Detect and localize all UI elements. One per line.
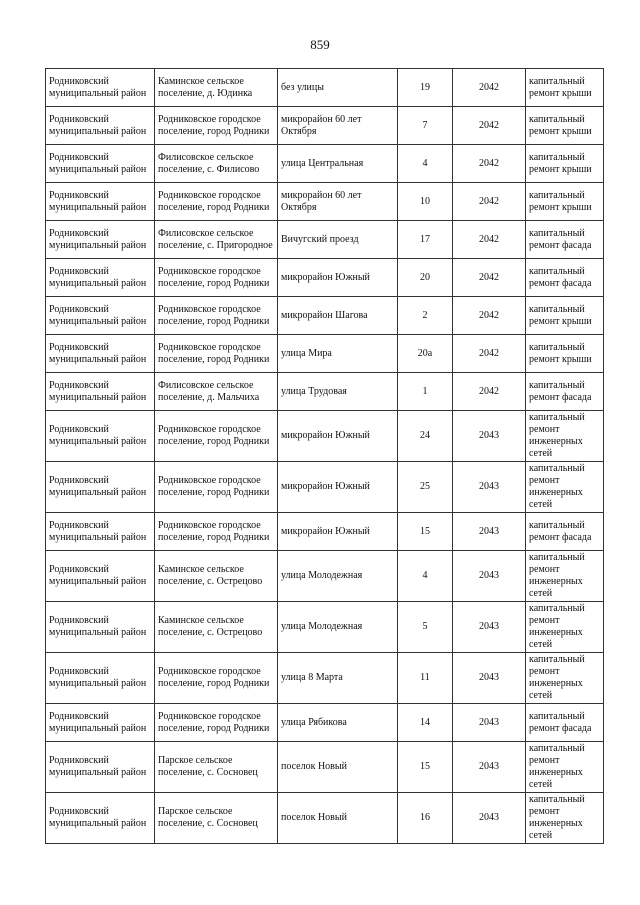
house-number-cell: 15: [398, 513, 453, 551]
table-row: [46, 107, 604, 145]
year-cell: 2042: [453, 373, 526, 411]
work-type-cell: капитальный ремонт крыши: [526, 145, 604, 183]
year-cell: 2042: [453, 183, 526, 221]
work-type-cell: капитальный ремонт инженерных сетей: [526, 793, 604, 844]
table-row: [46, 602, 604, 653]
work-type-cell: капитальный ремонт инженерных сетей: [526, 551, 604, 602]
street-cell: улица Трудовая: [278, 373, 398, 411]
street-cell: поселок Новый: [278, 793, 398, 844]
year-cell: 2042: [453, 69, 526, 107]
settlement-cell: Родниковское городское поселение, город Родники: [155, 462, 278, 513]
street-cell: улица 8 Марта: [278, 653, 398, 704]
district-cell: Родниковский муниципальный район: [46, 793, 155, 844]
house-number-cell: 24: [398, 411, 453, 462]
work-type-cell: капитальный ремонт инженерных сетей: [526, 653, 604, 704]
year-cell: 2043: [453, 653, 526, 704]
district-cell: Родниковский муниципальный район: [46, 335, 155, 373]
house-number-cell: 20а: [398, 335, 453, 373]
work-type-cell: капитальный ремонт фасада: [526, 704, 604, 742]
district-cell: Родниковский муниципальный район: [46, 742, 155, 793]
district-cell: Родниковский муниципальный район: [46, 602, 155, 653]
street-cell: микрорайон 60 лет Октября: [278, 183, 398, 221]
table-row: [46, 259, 604, 297]
year-cell: 2043: [453, 704, 526, 742]
district-cell: Родниковский муниципальный район: [46, 653, 155, 704]
street-cell: микрорайон Южный: [278, 259, 398, 297]
settlement-cell: Каминское сельское поселение, д. Юдинка: [155, 69, 278, 107]
table-row: [46, 513, 604, 551]
work-type-cell: капитальный ремонт инженерных сетей: [526, 462, 604, 513]
year-cell: 2043: [453, 462, 526, 513]
street-cell: улица Молодежная: [278, 551, 398, 602]
house-number-cell: 19: [398, 69, 453, 107]
year-cell: 2043: [453, 602, 526, 653]
house-number-cell: 25: [398, 462, 453, 513]
settlement-cell: Парское сельское поселение, с. Сосновец: [155, 742, 278, 793]
table-row: [46, 69, 604, 107]
settlement-cell: Парское сельское поселение, с. Сосновец: [155, 793, 278, 844]
street-cell: микрорайон 60 лет Октября: [278, 107, 398, 145]
street-cell: улица Центральная: [278, 145, 398, 183]
district-cell: Родниковский муниципальный район: [46, 411, 155, 462]
table-row: [46, 462, 604, 513]
table-row: [46, 221, 604, 259]
district-cell: Родниковский муниципальный район: [46, 183, 155, 221]
table-row: [46, 373, 604, 411]
street-cell: микрорайон Южный: [278, 411, 398, 462]
table-row: [46, 335, 604, 373]
settlement-cell: Каминское сельское поселение, с. Острецово: [155, 602, 278, 653]
settlement-cell: Родниковское городское поселение, город Родники: [155, 183, 278, 221]
year-cell: 2043: [453, 513, 526, 551]
street-cell: микрорайон Шагова: [278, 297, 398, 335]
street-cell: микрорайон Южный: [278, 513, 398, 551]
house-number-cell: 15: [398, 742, 453, 793]
settlement-cell: Филисовское сельское поселение, д. Мальчиха: [155, 373, 278, 411]
table-row: [46, 183, 604, 221]
work-type-cell: капитальный ремонт инженерных сетей: [526, 411, 604, 462]
district-cell: Родниковский муниципальный район: [46, 221, 155, 259]
year-cell: 2042: [453, 259, 526, 297]
work-type-cell: капитальный ремонт крыши: [526, 107, 604, 145]
settlement-cell: Родниковское городское поселение, город Родники: [155, 653, 278, 704]
street-cell: улица Мира: [278, 335, 398, 373]
year-cell: 2042: [453, 221, 526, 259]
district-cell: Родниковский муниципальный район: [46, 373, 155, 411]
settlement-cell: Родниковское городское поселение, город Родники: [155, 411, 278, 462]
street-cell: улица Рябикова: [278, 704, 398, 742]
table-row: [46, 297, 604, 335]
work-type-cell: капитальный ремонт крыши: [526, 297, 604, 335]
work-type-cell: капитальный ремонт фасада: [526, 221, 604, 259]
year-cell: 2042: [453, 145, 526, 183]
housing-repair-table: [45, 68, 604, 844]
street-cell: без улицы: [278, 69, 398, 107]
house-number-cell: 4: [398, 551, 453, 602]
table-row: [46, 551, 604, 602]
year-cell: 2043: [453, 793, 526, 844]
table-row: [46, 411, 604, 462]
year-cell: 2043: [453, 411, 526, 462]
district-cell: Родниковский муниципальный район: [46, 513, 155, 551]
year-cell: 2042: [453, 297, 526, 335]
settlement-cell: Филисовское сельское поселение, с. Филисово: [155, 145, 278, 183]
house-number-cell: 14: [398, 704, 453, 742]
year-cell: 2043: [453, 551, 526, 602]
settlement-cell: Родниковское городское поселение, город Родники: [155, 704, 278, 742]
settlement-cell: Родниковское городское поселение, город Родники: [155, 259, 278, 297]
district-cell: Родниковский муниципальный район: [46, 297, 155, 335]
year-cell: 2043: [453, 742, 526, 793]
district-cell: Родниковский муниципальный район: [46, 107, 155, 145]
table-row: [46, 145, 604, 183]
district-cell: Родниковский муниципальный район: [46, 462, 155, 513]
street-cell: микрорайон Южный: [278, 462, 398, 513]
work-type-cell: капитальный ремонт инженерных сетей: [526, 602, 604, 653]
house-number-cell: 2: [398, 297, 453, 335]
work-type-cell: капитальный ремонт крыши: [526, 335, 604, 373]
street-cell: улица Молодежная: [278, 602, 398, 653]
house-number-cell: 1: [398, 373, 453, 411]
street-cell: поселок Новый: [278, 742, 398, 793]
district-cell: Родниковский муниципальный район: [46, 69, 155, 107]
work-type-cell: капитальный ремонт фасада: [526, 259, 604, 297]
year-cell: 2042: [453, 107, 526, 145]
district-cell: Родниковский муниципальный район: [46, 551, 155, 602]
house-number-cell: 16: [398, 793, 453, 844]
work-type-cell: капитальный ремонт инженерных сетей: [526, 742, 604, 793]
year-cell: 2042: [453, 335, 526, 373]
table-row: [46, 704, 604, 742]
settlement-cell: Родниковское городское поселение, город Родники: [155, 297, 278, 335]
settlement-cell: Родниковское городское поселение, город Родники: [155, 335, 278, 373]
district-cell: Родниковский муниципальный район: [46, 259, 155, 297]
house-number-cell: 17: [398, 221, 453, 259]
settlement-cell: Родниковское городское поселение, город Родники: [155, 513, 278, 551]
house-number-cell: 5: [398, 602, 453, 653]
table-row: [46, 653, 604, 704]
work-type-cell: капитальный ремонт фасада: [526, 513, 604, 551]
street-cell: Вичугский проезд: [278, 221, 398, 259]
work-type-cell: капитальный ремонт крыши: [526, 183, 604, 221]
district-cell: Родниковский муниципальный район: [46, 145, 155, 183]
table-row: [46, 793, 604, 844]
table-body: [46, 69, 604, 844]
page-number: 859: [310, 37, 330, 52]
district-cell: Родниковский муниципальный район: [46, 704, 155, 742]
settlement-cell: Каминское сельское поселение, с. Острецово: [155, 551, 278, 602]
work-type-cell: капитальный ремонт крыши: [526, 69, 604, 107]
settlement-cell: Филисовское сельское поселение, с. Пригородное: [155, 221, 278, 259]
house-number-cell: 4: [398, 145, 453, 183]
house-number-cell: 11: [398, 653, 453, 704]
work-type-cell: капитальный ремонт фасада: [526, 373, 604, 411]
table-row: [46, 742, 604, 793]
house-number-cell: 20: [398, 259, 453, 297]
house-number-cell: 7: [398, 107, 453, 145]
settlement-cell: Родниковское городское поселение, город Родники: [155, 107, 278, 145]
house-number-cell: 10: [398, 183, 453, 221]
